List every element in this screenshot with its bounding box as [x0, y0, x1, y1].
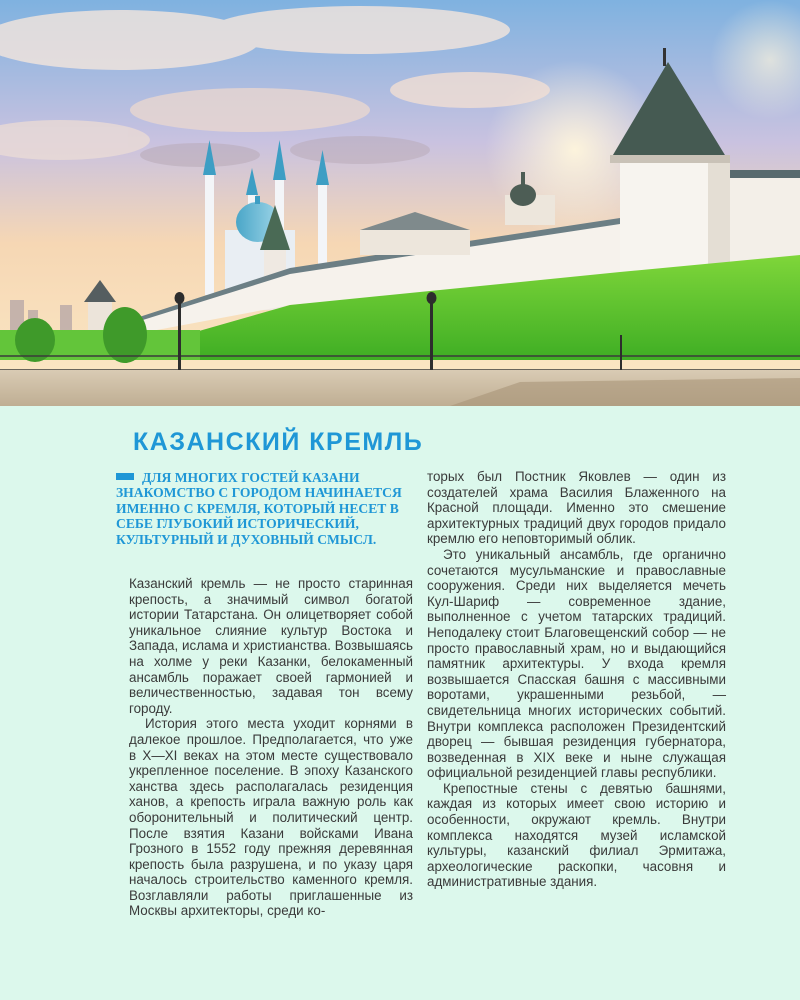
paragraph: торых был Постник Яковлев — один из создателей храма Василия Блаженного на Красной площади. Именно это смешение архитектурных традиций двух городов придало кремлю его неповторимый облик.	[427, 469, 726, 547]
paragraph: Крепостные стены с девятью башнями, каждая из которых имеет свою историю и особенности, окружают кремль. Внутри комплекса находятся музей исламской культуры, казанский филиал Эрмитажа, археологические раскопки, часовня и административные здания.	[427, 780, 726, 890]
lead-text: ДЛЯ МНОГИХ ГОСТЕЙ КАЗАНИ ЗНАКОМСТВО С ГОРОДОМ НАЧИНАЕТСЯ ИМЕННО С КРЕМЛЯ, КОТОРЫЙ НЕСЕТ В СЕБЕ ГЛУБОКИЙ ИСТОРИЧЕСКИЙ, КУЛЬТУРНЫЙ И ДУХОВНЫЙ СМЫСЛ.	[116, 470, 402, 547]
article	[0, 406, 800, 1000]
hero-photo-kazan-kremlin	[0, 0, 800, 406]
paragraph: История этого места уходит корнями в далекое прошлое. Предполагается, что уже в X—XI веках на этом месте существовало укрепленное поселение. В эпоху Казанского ханства здесь располагалась резиденция ханов, а крепость играла важную роль как оборонительный и политический центр. После взятия Казани войсками Ивана Грозного в 1552 году прежняя деревянная крепость была разрушена, и по указу царя началось строительство каменного кремля. Возглавляли работы приглашенные из Москвы архитекторы, среди ко-	[129, 716, 413, 919]
left-column	[129, 576, 413, 919]
kremlin-illustration	[0, 0, 800, 406]
paragraph: Казанский кремль — не просто старинная крепость, а значимый символ богатой истории Татарстана. Он олицетворяет собой уникальное слияние культур Востока и Запада, ислама и христианства. Возвышаясь на холме у реки Казанки, белокаменный ансамбль поражает своей гармонией и величественностью, задавая тон всему городу.	[129, 576, 413, 716]
article-title: КАЗАНСКИЙ КРЕМЛЬ	[133, 428, 424, 456]
lead-marker	[116, 473, 134, 480]
article-lead	[116, 470, 406, 547]
right-column	[427, 469, 726, 890]
paragraph: Это уникальный ансамбль, где органично сочетаются мусульманские и православные сооружения. Среди них выделяется мечеть Кул-Шариф — современное здание, выполненное с учетом татарских традиций. Неподалеку стоит Благовещенский собор — не просто православный храм, но и выдающийся памятник архитектуры. У входа кремля возвышается Спасская башня с массивными воротами, украшенными резьбой, — свидетельница многих исторических событий. Внутри комплекса расположен Президентский дворец — бывшая резиденция губернатора, возведенная в XIX веке и ныне служащая официальной резиденцией главы республики.	[427, 546, 726, 781]
